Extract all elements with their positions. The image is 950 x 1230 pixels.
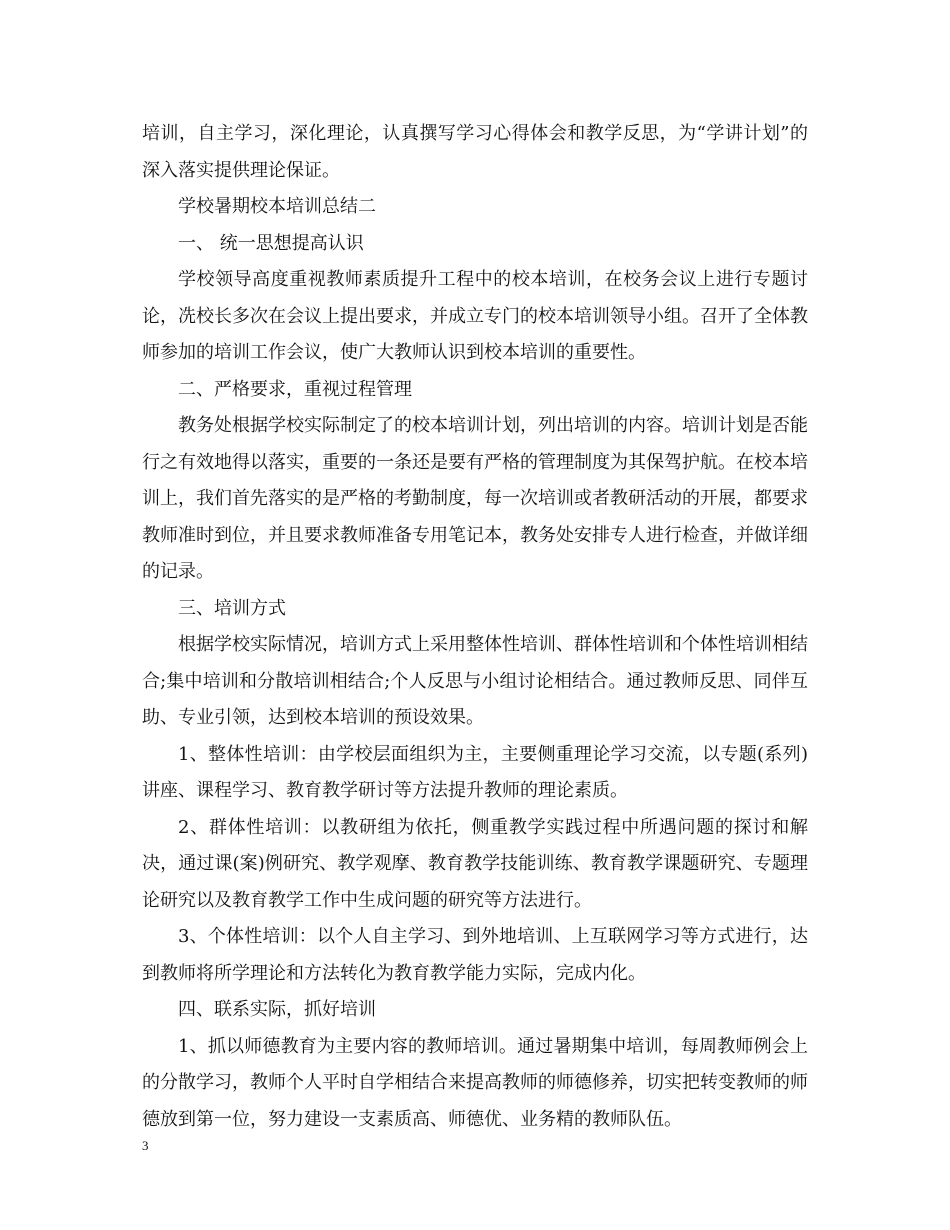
heading-2: 二、严格要求，重视过程管理 [178, 378, 412, 400]
list-item: 3、个体性培训：以个人自主学习、到外地培训、上互联网学习等方式进行，达到教师将所学理论和方法转化为教育教学能力实际，完成内化。 [142, 926, 808, 984]
heading-4: 四、联系实际，抓好培训 [178, 999, 376, 1020]
paragraph: 根据学校实际情况，培训方式上采用整体性培训、群体性培训和个体性培训相结合;集中培训和分散培训相结合;个人反思与小组讨论相结合。通过教师反思、同伴互助、专业引领，达到校本培训的预设效果。 [142, 634, 808, 728]
heading-3: 三、培训方式 [178, 597, 286, 619]
paragraph: 教务处根据学校实际制定了的校本培训计划，列出培训的内容。培训计划是否能行之有效地得以落实，重要的一条还是要有严格的管理制度为其保驾护航。在校本培训上，我们首先落实的是严格的考勤制度，每一次培训或者教研活动的开展，都要求教师准时到位，并且要求教师准备专用笔记本，教务处安排专人进行检查，并做详细的记录。 [142, 415, 808, 582]
list-item: 1、抓以师德教育为主要内容的教师培训。通过暑期集中培训，每周教师例会上的分散学习，教师个人平时自学相结合来提高教师的师德修养，切实把转变教师的师德放到第一位，努力建设一支素质高、师德优、业务精的教师队伍。 [142, 1035, 808, 1130]
paragraph-intro-continuation: 培训，自主学习，深化理论，认真撰写学习心得体会和教学反思，为“学讲计划”的深入落实提供理论保证。 [142, 123, 808, 181]
list-item: 1、整体性培训：由学校层面组织为主，主要侧重理论学习交流，以专题(系列)讲座、课程学习、教育教学研讨等方法提升教师的理论素质。 [142, 743, 808, 801]
section-title: 学校暑期校本培训总结二 [178, 196, 376, 217]
heading-1: 一、 统一思想提高认识 [178, 232, 364, 254]
paragraph: 学校领导高度重视教师素质提升工程中的校本培训，在校务会议上进行专题讨论，冼校长多次在会议上提出要求，并成立专门的校本培训领导小组。召开了全体教师参加的培训工作会议，使广大教师认识到校本培训的重要性。 [142, 269, 808, 363]
page-number: 3 [142, 1138, 149, 1153]
document-body [142, 116, 808, 1138]
list-item: 2、群体性培训：以教研组为依托，侧重教学实践过程中所遇问题的探讨和解决，通过课(案)例研究、教学观摩、教育教学技能训练、教育教学课题研究、专题理论研究以及教育教学工作中生成问题的研究等方法进行。 [142, 816, 808, 911]
